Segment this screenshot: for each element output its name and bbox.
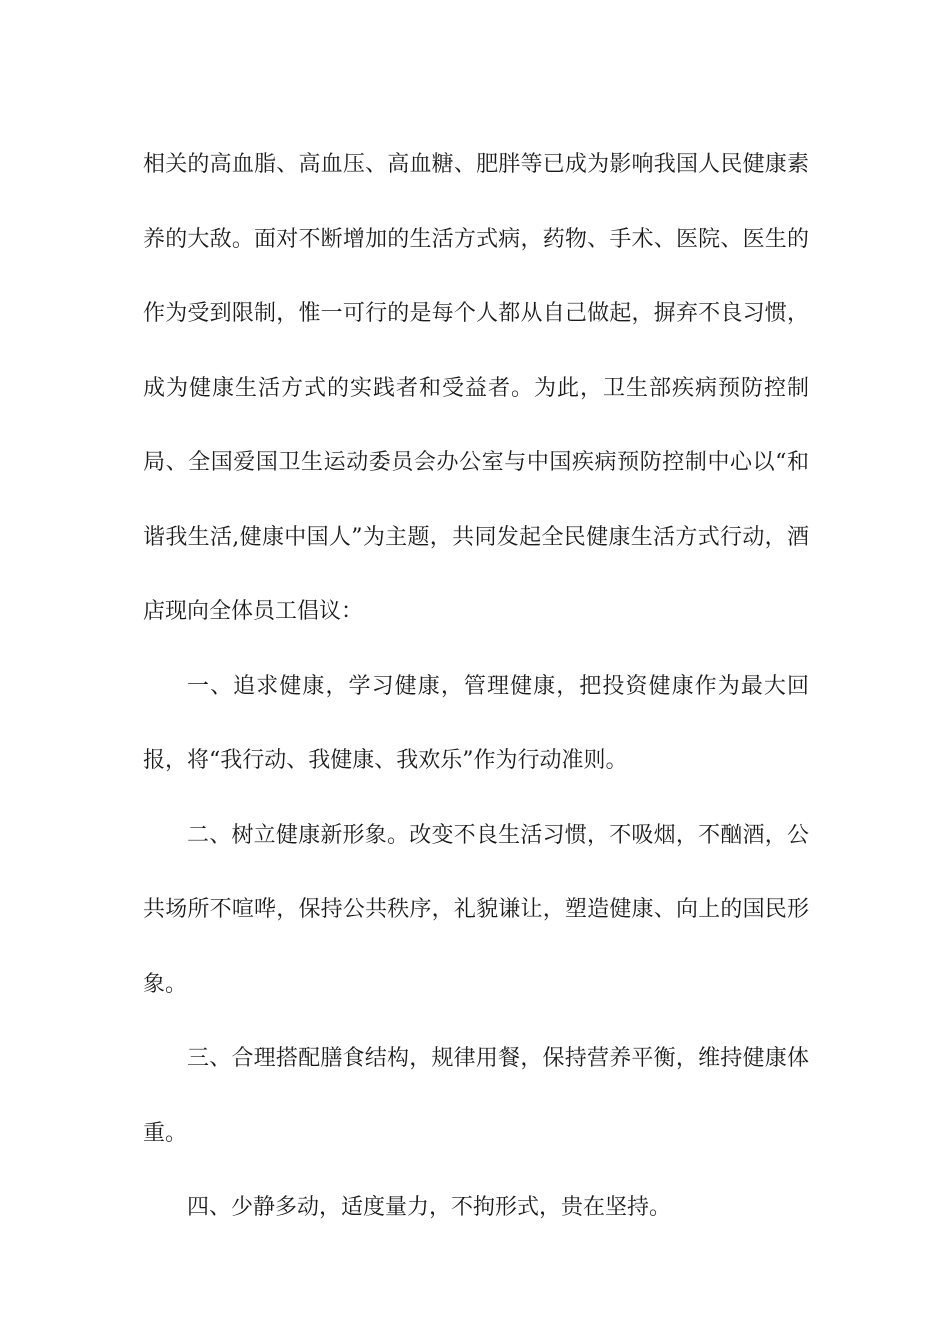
paragraph-continuation: 相关的高血脂、高血压、高血糖、肥胖等已成为影响我国人民健康素养的大敌。面对不断增加的生活方式病，药物、手术、医院、医生的作为受到限制，惟一可行的是每个人都从自己做起，摒弃不良习惯，成为健康生活方式的实践者和受益者。为此，卫生部疾病预防控制局、全国爱国卫生运动委员会办公室与中国疾病预防控制中心以“和谐我生活,健康中国人”为主题，共同发起全民健康生活方式行动，酒店现向全体员工倡议： [143,152,809,624]
document-body [143,128,809,1246]
paragraph-item-1: 一、追求健康，学习健康，管理健康，把投资健康作为最大回报，将“我行动、我健康、我欢乐”作为行动准则。 [143,673,809,773]
paragraph-item-2: 二、树立健康新形象。改变不良生活习惯，不吸烟，不酗酒，公共场所不喧哗，保持公共秩序，礼貌谦让，塑造健康、向上的国民形象。 [143,822,809,997]
paragraph-item-3: 三、合理搭配膳食结构，规律用餐，保持营养平衡，维持健康体重。 [143,1046,809,1146]
paragraph-item-4: 四、少静多动，适度量力，不拘形式，贵在坚持。 [187,1195,672,1220]
